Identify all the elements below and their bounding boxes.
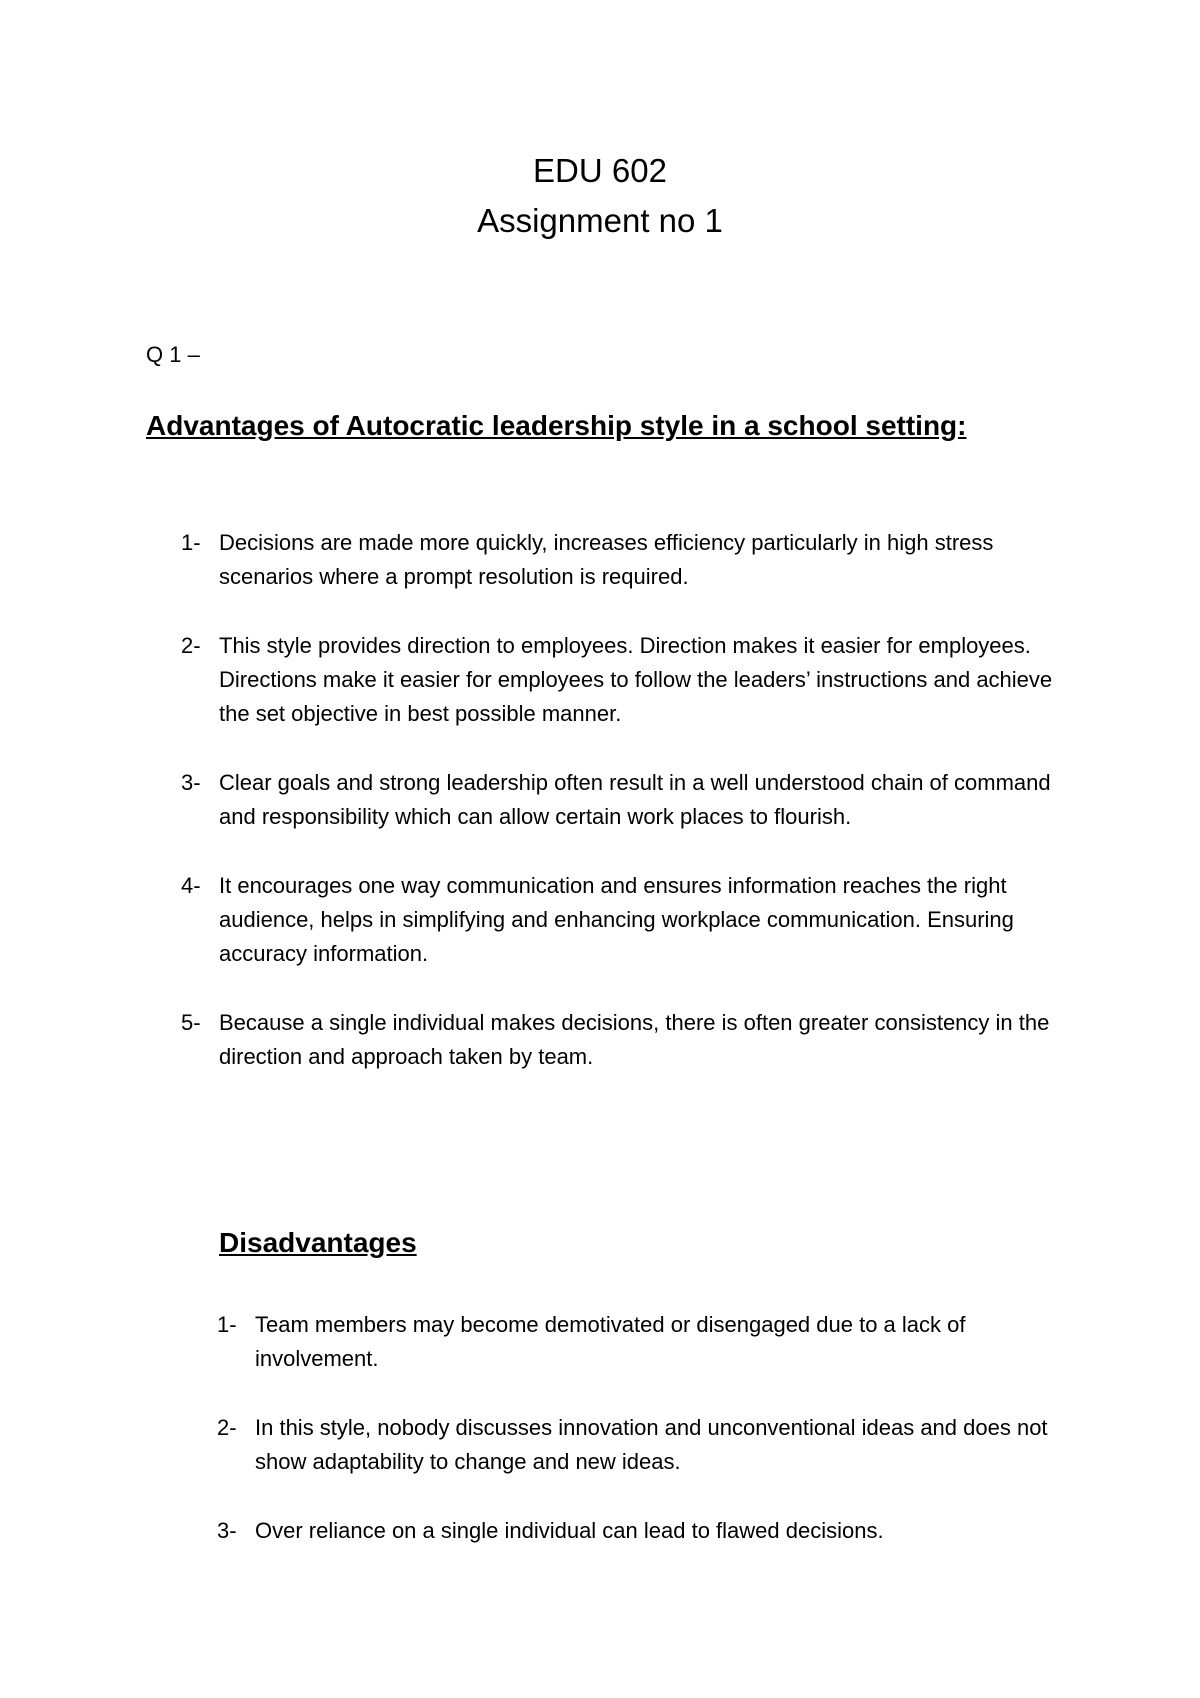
list-item-number: 2-	[181, 633, 201, 658]
list-item	[181, 526, 1071, 594]
advantages-heading: Advantages of Autocratic leadership style in a school setting:	[146, 410, 967, 441]
list-item-number: 2-	[217, 1415, 237, 1440]
disadvantages-list	[217, 1308, 1077, 1583]
list-item	[181, 629, 1071, 731]
question-label: Q 1 –	[146, 342, 200, 367]
list-item-text: It encourages one way communication and ensures information reaches the right audience, helps in simplifying and enhancing workplace communication. Ensuring accuracy information.	[219, 873, 1014, 966]
assignment-title: Assignment no 1	[477, 202, 723, 239]
list-item	[181, 869, 1071, 971]
list-item-text: Team members may become demotivated or disengaged due to a lack of involvement.	[255, 1312, 966, 1371]
list-item-number: 1-	[217, 1312, 237, 1337]
list-item-text: Because a single individual makes decisions, there is often greater consistency in the direction and approach taken by team.	[219, 1010, 1050, 1069]
list-item-number: 3-	[181, 770, 201, 795]
list-item-number: 4-	[181, 873, 201, 898]
advantages-list	[181, 526, 1071, 1109]
list-item-number: 5-	[181, 1010, 201, 1035]
disadvantages-heading: Disadvantages	[219, 1227, 417, 1258]
list-item	[181, 766, 1071, 834]
list-item	[181, 1006, 1071, 1074]
list-item	[217, 1411, 1077, 1479]
list-item-number: 1-	[181, 530, 201, 555]
list-item-text: Over reliance on a single individual can lead to flawed decisions.	[255, 1518, 884, 1543]
list-item	[217, 1514, 1077, 1548]
course-code-title: EDU 602	[533, 152, 667, 189]
list-item-number: 3-	[217, 1518, 237, 1543]
list-item-text: In this style, nobody discusses innovation and unconventional ideas and does not show adaptability to change and new ideas.	[255, 1415, 1048, 1474]
list-item-text: This style provides direction to employees. Direction makes it easier for employees. Directions make it easier for employees to follow the leaders’ instructions and achieve the set objective in best possible manner.	[219, 633, 1053, 726]
list-item-text: Decisions are made more quickly, increases efficiency particularly in high stress scenarios where a prompt resolution is required.	[219, 530, 994, 589]
list-item-text: Clear goals and strong leadership often result in a well understood chain of command and responsibility which can allow certain work places to flourish.	[219, 770, 1051, 829]
list-item	[217, 1308, 1077, 1376]
